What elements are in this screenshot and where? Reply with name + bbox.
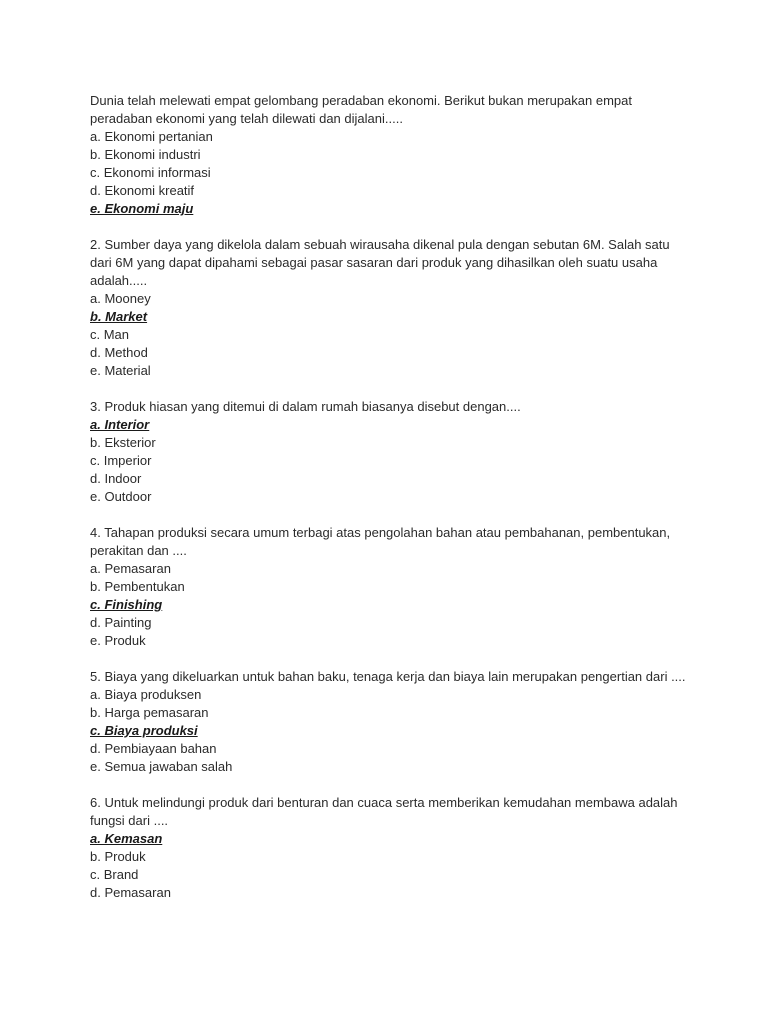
option-e: e. Produk [90, 633, 146, 648]
option-e-correct-answer: e. Ekonomi maju [90, 201, 194, 216]
option-d: d. Method [90, 345, 148, 360]
option-c: c. Ekonomi informasi [90, 165, 211, 180]
question-text: 3. Produk hiasan yang ditemui di dalam rumah biasanya disebut dengan.... [90, 399, 521, 414]
option-a-correct-answer: a. Kemasan [90, 831, 163, 846]
option-e: e. Semua jawaban salah [90, 759, 233, 774]
option-b: b. Produk [90, 849, 146, 864]
question-text: 2. Sumber daya yang dikelola dalam sebuah wirausaha dikenal pula dengan sebutan 6M. Salah satu dari 6M yang dapat dipahami sebagai pasar sasaran dari produk yang dihasilkan oleh suatu usaha adalah..... [90, 237, 670, 288]
option-a: a. Biaya produksen [90, 687, 202, 702]
option-c: c. Man [90, 327, 130, 342]
question-text: 6. Untuk melindungi produk dari benturan dan cuaca serta memberikan kemudahan membawa adalah fungsi dari .... [90, 795, 678, 828]
option-b-correct-answer: b. Market [90, 309, 148, 324]
option-d: d. Painting [90, 615, 152, 630]
option-a: a. Pemasaran [90, 561, 171, 576]
question-2 [90, 236, 690, 380]
question-text: 5. Biaya yang dikeluarkan untuk bahan baku, tenaga kerja dan biaya lain merupakan pengertian dari .... [90, 669, 686, 684]
option-e: e. Material [90, 363, 151, 378]
question-5 [90, 668, 690, 776]
option-c: c. Brand [90, 867, 139, 882]
question-6 [90, 794, 690, 902]
option-b: b. Eksterior [90, 435, 156, 450]
document-page [90, 92, 690, 920]
option-b: b. Harga pemasaran [90, 705, 209, 720]
question-text: Dunia telah melewati empat gelombang peradaban ekonomi. Berikut bukan merupakan empat peradaban ekonomi yang telah dilewati dan dijalani..... [90, 93, 632, 126]
option-e: e. Outdoor [90, 489, 152, 504]
option-d: d. Pemasaran [90, 885, 171, 900]
option-a-correct-answer: a. Interior [90, 417, 150, 432]
option-c: c. Imperior [90, 453, 152, 468]
option-c-correct-answer: c. Finishing [90, 597, 163, 612]
question-1 [90, 92, 690, 218]
question-3 [90, 398, 690, 506]
option-b: b. Ekonomi industri [90, 147, 201, 162]
question-4 [90, 524, 690, 650]
option-d: d. Pembiayaan bahan [90, 741, 217, 756]
option-b: b. Pembentukan [90, 579, 185, 594]
option-a: a. Ekonomi pertanian [90, 129, 213, 144]
option-d: d. Indoor [90, 471, 142, 486]
option-d: d. Ekonomi kreatif [90, 183, 195, 198]
question-text: 4. Tahapan produksi secara umum terbagi atas pengolahan bahan atau pembahanan, pembentukan, perakitan dan .... [90, 525, 671, 558]
option-c-correct-answer: c. Biaya produksi [90, 723, 198, 738]
option-a: a. Mooney [90, 291, 151, 306]
